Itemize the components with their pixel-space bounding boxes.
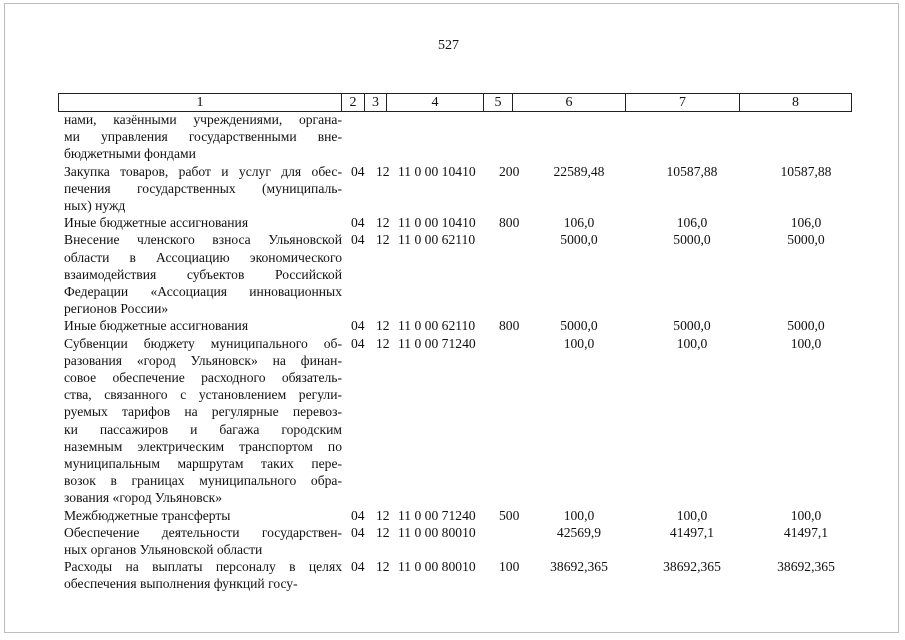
row-cell-col-7: 5000,0 [673, 318, 711, 334]
row-cell-col-6: 42569,9 [556, 524, 602, 540]
row-cell-col-2: 04 [351, 559, 365, 575]
column-header-4: 4 [387, 94, 484, 112]
table-row [0, 214, 905, 231]
row-cell-col-8: 5000,0 [787, 318, 825, 334]
description-line: ных органов Ульяновской области [64, 542, 263, 558]
row-cell-col-3: 12 [376, 215, 390, 231]
description-line: совое обеспечение расходного обязатель- [64, 370, 342, 386]
column-header-8: 8 [740, 94, 852, 112]
row-cell-col-2: 04 [351, 215, 365, 231]
row-cell-col-5: 800 [499, 318, 520, 334]
row-cell-col-6: 38692,365 [550, 559, 608, 575]
row-cell-col-2: 04 [351, 318, 365, 334]
description-line: Расходы на выплаты персоналу в целях [64, 559, 342, 575]
page-number: 527 [438, 38, 459, 53]
description-line: Внесение членского взноса Ульяновской [64, 232, 342, 248]
row-cell-col-3: 12 [376, 232, 390, 248]
description-line: руемых тарифов на регулярные перевоз- [64, 404, 342, 420]
row-cell-col-3: 12 [376, 163, 390, 179]
row-description [64, 524, 342, 558]
description-line: Обеспечение деятельности государствен- [64, 524, 342, 540]
table-row [0, 507, 905, 524]
row-description [64, 163, 342, 215]
row-cell-col-2: 04 [351, 507, 365, 523]
table-row [0, 317, 905, 334]
row-cell-col-8: 38692,365 [777, 559, 835, 575]
row-cell-col-4: 11 0 00 71240 [398, 335, 476, 351]
table-row [0, 163, 905, 215]
row-cell-col-6: 22589,48 [553, 163, 605, 179]
row-cell-col-3: 12 [376, 559, 390, 575]
column-header-2: 2 [342, 94, 365, 112]
row-description [64, 507, 342, 524]
description-line: нами, казёнными учреждениями, органа- [64, 112, 342, 127]
row-cell-col-4: 11 0 00 10410 [398, 215, 476, 231]
row-cell-col-5: 200 [499, 163, 520, 179]
description-line: зования «город Ульяновск» [64, 490, 223, 506]
row-cell-col-3: 12 [376, 524, 390, 540]
description-line: печения государственных (муниципаль- [64, 180, 342, 196]
row-description [64, 317, 342, 334]
description-line: ми управления государственными вне- [64, 129, 342, 145]
row-cell-col-5: 100 [499, 559, 520, 575]
row-cell-col-7: 38692,365 [663, 559, 721, 575]
table-row [0, 524, 905, 558]
row-cell-col-7: 100,0 [676, 335, 708, 351]
column-header-table [58, 93, 852, 112]
description-line: муниципальным маршрутам таких пере- [64, 456, 342, 472]
row-cell-col-6: 100,0 [563, 335, 595, 351]
row-description [64, 231, 342, 317]
table-row [0, 111, 905, 163]
column-header-1: 1 [59, 94, 342, 112]
row-cell-col-7: 10587,88 [666, 163, 718, 179]
description-line: Федерации «Ассоциация инновационных [64, 284, 342, 300]
description-line: Межбюджетные трансферты [64, 507, 231, 523]
row-cell-col-3: 12 [376, 335, 390, 351]
row-cell-col-8: 5000,0 [787, 232, 825, 248]
row-cell-col-6: 106,0 [563, 215, 595, 231]
row-cell-col-2: 04 [351, 524, 365, 540]
description-line: Субвенции бюджету муниципального об- [64, 335, 342, 351]
description-line: Иные бюджетные ассигнования [64, 215, 249, 231]
budget-table-body [0, 111, 905, 593]
row-cell-col-6: 5000,0 [560, 232, 598, 248]
row-cell-col-4: 11 0 00 62110 [398, 318, 476, 334]
row-cell-col-6: 5000,0 [560, 318, 598, 334]
description-line: регионов России» [64, 301, 169, 317]
description-line: Иные бюджетные ассигнования [64, 318, 249, 334]
description-line: ства, связанного с установлением регули- [64, 387, 342, 403]
description-line: ки пассажиров и багажа городским [64, 421, 342, 437]
description-line: бюджетными фондами [64, 146, 196, 162]
table-row [0, 558, 905, 592]
row-cell-col-4: 11 0 00 80010 [398, 559, 476, 575]
description-line: обеспечения выполнения функций госу- [64, 576, 298, 592]
row-cell-col-8: 106,0 [790, 215, 822, 231]
row-cell-col-8: 10587,88 [780, 163, 832, 179]
row-cell-col-7: 41497,1 [669, 524, 715, 540]
row-cell-col-7: 100,0 [676, 507, 708, 523]
row-description [64, 335, 342, 507]
row-cell-col-8: 100,0 [790, 507, 822, 523]
description-line: наземным электрическим транспортом по [64, 438, 342, 454]
description-line: ных) нужд [64, 198, 126, 214]
description-line: разования «город Ульяновск» на финан- [64, 352, 342, 368]
row-cell-col-5: 800 [499, 215, 520, 231]
row-cell-col-7: 106,0 [676, 215, 708, 231]
row-cell-col-8: 100,0 [790, 335, 822, 351]
row-cell-col-4: 11 0 00 80010 [398, 524, 476, 540]
row-description [64, 111, 342, 163]
row-cell-col-2: 04 [351, 163, 365, 179]
row-cell-col-3: 12 [376, 507, 390, 523]
row-cell-col-4: 11 0 00 10410 [398, 163, 476, 179]
row-cell-col-2: 04 [351, 232, 365, 248]
description-line: Закупка товаров, работ и услуг для обес- [64, 163, 342, 179]
row-cell-col-4: 11 0 00 71240 [398, 507, 476, 523]
row-cell-col-6: 100,0 [563, 507, 595, 523]
row-cell-col-2: 04 [351, 335, 365, 351]
column-header-row [59, 94, 852, 112]
row-cell-col-5: 500 [499, 507, 520, 523]
row-cell-col-3: 12 [376, 318, 390, 334]
row-cell-col-8: 41497,1 [783, 524, 829, 540]
row-description [64, 214, 342, 231]
column-header-7: 7 [626, 94, 740, 112]
row-description [64, 558, 342, 592]
description-line: возок в границах муниципального обра- [64, 473, 342, 489]
column-header-5: 5 [484, 94, 513, 112]
row-cell-col-7: 5000,0 [673, 232, 711, 248]
column-header-6: 6 [513, 94, 626, 112]
row-cell-col-4: 11 0 00 62110 [398, 232, 476, 248]
table-row [0, 335, 905, 507]
description-line: взаимодействия субъектов Российской [64, 266, 342, 282]
column-header-3: 3 [365, 94, 387, 112]
table-row [0, 231, 905, 317]
description-line: области в Ассоциацию экономического [64, 249, 342, 265]
